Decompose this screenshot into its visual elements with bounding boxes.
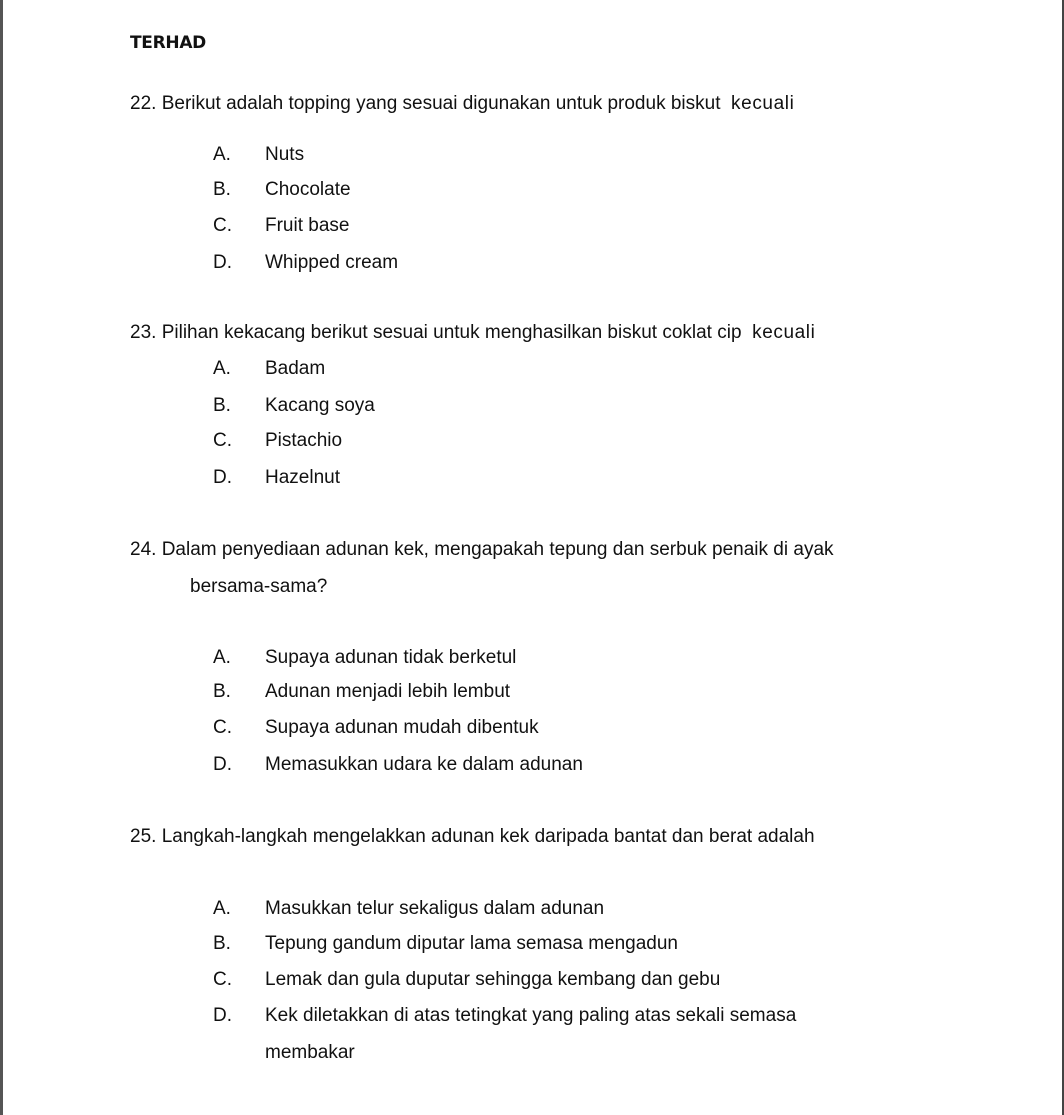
question-25: [130, 826, 815, 848]
option-letter: D.: [213, 467, 232, 488]
option-text-continuation: membakar: [265, 1042, 355, 1063]
option-letter: A.: [213, 898, 231, 919]
question-emphasis: kecuali: [731, 93, 795, 114]
question-emphasis: kecuali: [752, 322, 816, 343]
question-text: Pilihan kekacang berikut sesuai untuk menghasilkan biskut coklat cip: [161, 322, 742, 343]
option-letter: D.: [213, 754, 232, 775]
option-text: Nuts: [265, 144, 305, 165]
option-letter: C.: [213, 215, 232, 236]
option-text: Chocolate: [265, 179, 351, 200]
question-text: Dalam penyediaan adunan kek, mengapakah tepung dan serbuk penaik di ayak: [161, 539, 834, 560]
option-letter: B.: [213, 395, 231, 416]
option-letter: D.: [213, 252, 232, 273]
option-letter: B.: [213, 681, 231, 702]
question-number: 22.: [130, 93, 157, 114]
option-text: Lemak dan gula duputar sehingga kembang dan gebu: [265, 969, 721, 990]
option-letter: A.: [213, 358, 231, 379]
option-text: Badam: [265, 358, 326, 379]
question-number: 24.: [130, 539, 157, 560]
option-letter: C.: [213, 969, 232, 990]
question-24: [130, 539, 834, 561]
option-text: Kek diletakkan di atas tetingkat yang paling atas sekali semasa: [265, 1005, 797, 1026]
question-22: [130, 93, 794, 115]
option-letter: B.: [213, 933, 231, 954]
option-letter: B.: [213, 179, 231, 200]
option-text: Kacang soya: [265, 395, 375, 416]
classification-header: TERHAD: [130, 33, 206, 53]
option-text: Hazelnut: [265, 467, 340, 488]
option-text: Whipped cream: [265, 252, 399, 273]
question-23: [130, 322, 815, 344]
option-text: Supaya adunan mudah dibentuk: [265, 717, 539, 738]
question-text: Berikut adalah topping yang sesuai digunakan untuk produk biskut: [161, 93, 721, 114]
question-number: 25.: [130, 826, 157, 847]
option-letter: A.: [213, 647, 231, 668]
option-letter: A.: [213, 144, 231, 165]
option-text: Pistachio: [265, 430, 343, 451]
option-letter: C.: [213, 430, 232, 451]
question-continuation: bersama-sama?: [190, 576, 328, 597]
option-letter: C.: [213, 717, 232, 738]
option-text: Memasukkan udara ke dalam adunan: [265, 754, 583, 775]
option-text: Fruit base: [265, 215, 350, 236]
question-text: Langkah-langkah mengelakkan adunan kek daripada bantat dan berat adalah: [161, 826, 815, 847]
option-text: Tepung gandum diputar lama semasa mengadun: [265, 933, 678, 954]
option-text: Masukkan telur sekaligus dalam adunan: [265, 898, 605, 919]
option-text: Adunan menjadi lebih lembut: [265, 681, 511, 702]
option-letter: D.: [213, 1005, 232, 1026]
option-text: Supaya adunan tidak berketul: [265, 647, 517, 668]
question-number: 23.: [130, 322, 157, 343]
page-left-edge: [0, 0, 3, 1115]
